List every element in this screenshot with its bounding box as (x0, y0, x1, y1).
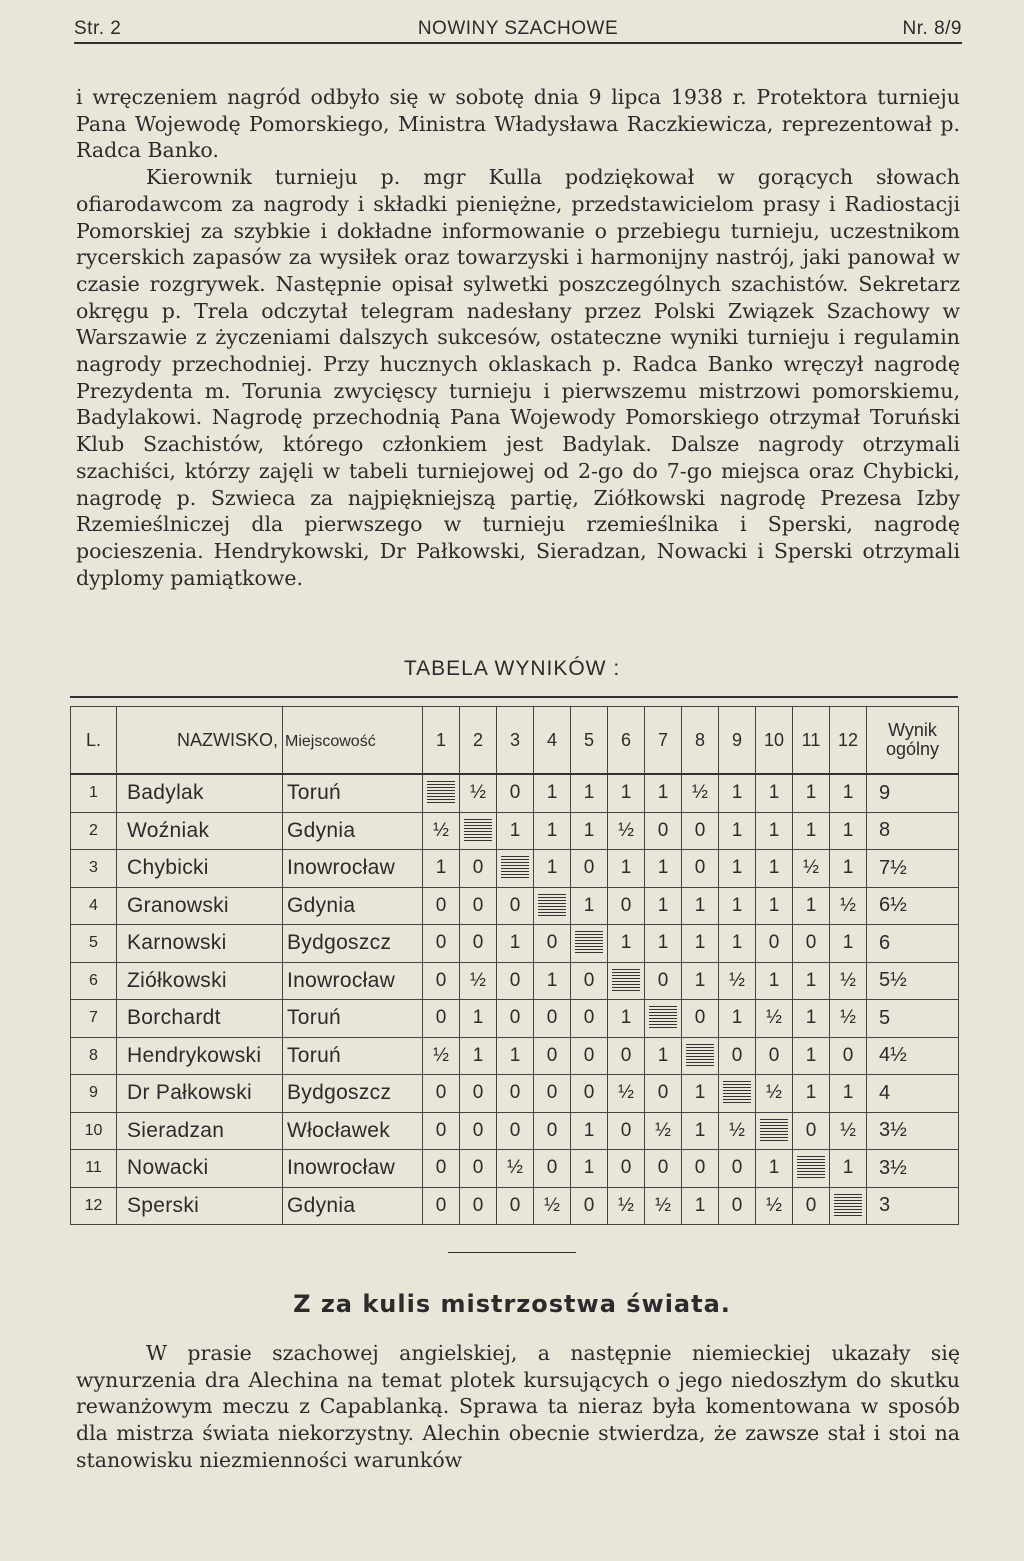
score-cell: 0 (719, 1150, 756, 1188)
header-round: 3 (497, 707, 534, 775)
total-score-cell: 7½ (867, 850, 959, 888)
score-cell: 1 (460, 1037, 497, 1075)
score-cell: 0 (608, 887, 645, 925)
header-round: 11 (793, 707, 830, 775)
score-cell: 0 (497, 1075, 534, 1113)
score-cell: 1 (830, 812, 867, 850)
player-name-cell: Nowacki (117, 1150, 283, 1188)
player-town-cell: Gdynia (283, 812, 423, 850)
score-cell: 1 (534, 962, 571, 1000)
header-town-label: Miejscowość (285, 732, 376, 750)
table-row (71, 1150, 959, 1188)
diagonal-cell (756, 1112, 793, 1150)
self-game-hatch (575, 931, 603, 955)
total-score-cell: 3½ (867, 1150, 959, 1188)
total-score-cell: 3½ (867, 1112, 959, 1150)
diagonal-cell (608, 962, 645, 1000)
place-cell: 9 (71, 1075, 117, 1113)
score-cell: 1 (719, 887, 756, 925)
place-cell: 6 (71, 962, 117, 1000)
player-town-cell: Włocławek (283, 1112, 423, 1150)
score-cell: 0 (460, 1112, 497, 1150)
score-cell: 0 (608, 1037, 645, 1075)
score-cell: 0 (793, 925, 830, 963)
score-cell: 1 (756, 887, 793, 925)
score-cell: 0 (571, 1187, 608, 1225)
score-cell: 1 (830, 774, 867, 812)
score-cell: 1 (682, 962, 719, 1000)
diagonal-cell (571, 925, 608, 963)
score-cell: 0 (423, 962, 460, 1000)
score-cell: 0 (423, 1150, 460, 1188)
score-cell: 1 (534, 812, 571, 850)
place-cell: 12 (71, 1187, 117, 1225)
player-town-cell: Bydgoszcz (283, 925, 423, 963)
player-name-cell: Ziółkowski (117, 962, 283, 1000)
score-cell: 0 (719, 1187, 756, 1225)
score-cell: 0 (608, 1150, 645, 1188)
score-cell: 0 (793, 1112, 830, 1150)
score-cell: 0 (719, 1037, 756, 1075)
score-cell: 1 (645, 887, 682, 925)
paragraph: i wręczeniem nagród odbyło się w sobotę dnia 9 lipca 1938 r. Protektora turnieju Pana Wojewodę Pomorskiego, Ministra Władysława Raczkiewicza, reprezentował p. Radca Banko. (76, 85, 960, 163)
score-cell: 1 (719, 925, 756, 963)
table-row (71, 812, 959, 850)
score-cell: 0 (571, 1075, 608, 1113)
total-score-cell: 8 (867, 812, 959, 850)
score-cell: 1 (830, 1075, 867, 1113)
score-cell: ½ (423, 1037, 460, 1075)
place-cell: 2 (71, 812, 117, 850)
player-town-cell: Toruń (283, 1000, 423, 1038)
score-cell: 1 (830, 1150, 867, 1188)
score-cell: 1 (756, 850, 793, 888)
score-cell: 1 (534, 774, 571, 812)
score-cell: 0 (423, 925, 460, 963)
score-cell: ½ (756, 1000, 793, 1038)
score-cell: 0 (645, 812, 682, 850)
player-name-cell: Borchardt (117, 1000, 283, 1038)
score-cell: 0 (682, 1000, 719, 1038)
issue-number: Nr. 8/9 (902, 18, 962, 39)
table-title: TABELA WYNIKÓW : (403, 657, 621, 680)
score-cell: 1 (571, 774, 608, 812)
score-cell: 0 (423, 1187, 460, 1225)
place-cell: 3 (71, 850, 117, 888)
score-cell: 0 (571, 1000, 608, 1038)
diagonal-cell (460, 812, 497, 850)
paragraph: Kierownik turnieju p. mgr Kulla podziękował w gorących słowach ofiarodawcom za nagrody i składki pieniężne, przedstawicielom prasy i Radiostacji Pomorskiej za szybkie i dokładne informowanie o przebiegu turnieju, uczestnikom rycerskich zapasów za wysiłek oraz towarzyski i harmonijny nastrój, jaki panował w czasie rozgrywek. Następnie opisał sylwetki poszczególnych szachistów. Sekretarz okręgu p. Trela odczytał telegram nadesłany przez Polski Związek Szachowy w Warszawie z życzeniami dalszych sukcesów, ostateczne wyniki turnieju i regulamin nagrody przechodniej. Przy hucznych oklaskach p. Radca Banko wręczył nagrodę Prezydenta m. Torunia zwycięscy turnieju i pierwszemu mistrzowi pomorskiemu, Badylakowi. Nagrodę przechodnią Pana Wojewody Pomorskiego otrzymał Toruński Klub Szachistów, którego członkiem jest Badylak. Dalsze nagrody otrzymali szachiści, którzy zajęli w tabeli turniejowej od 2-go do 7-go miejsca oraz Chybicki, nagrodę p. Szwieca za najpiękniejszą partię, Ziółkowski nagrodę Prezesa Izby Rzemieślniczej dla pierwszego w turnieju rzemieślnika i Sperski, nagrodę pocieszenia. Hendrykowski, Dr Pałkowski, Sieradzan, Nowacki i Sperski otrzymali dyplomy pamiątkowe. (76, 165, 960, 590)
total-score-cell: 6 (867, 925, 959, 963)
score-cell: 1 (793, 812, 830, 850)
player-town-cell: Inowrocław (283, 962, 423, 1000)
score-cell: 1 (571, 1150, 608, 1188)
self-game-hatch (686, 1044, 714, 1068)
score-cell: 1 (793, 1075, 830, 1113)
score-cell: 0 (682, 812, 719, 850)
place-cell: 7 (71, 1000, 117, 1038)
score-cell: 1 (682, 1075, 719, 1113)
score-cell: ½ (534, 1187, 571, 1225)
self-game-hatch (834, 1194, 862, 1218)
score-cell: 1 (719, 850, 756, 888)
self-game-hatch (464, 819, 492, 843)
score-cell: ½ (793, 850, 830, 888)
score-cell: ½ (608, 1075, 645, 1113)
section-divider (448, 1252, 576, 1253)
section-body (76, 1340, 960, 1474)
article-body (76, 84, 960, 591)
header-town (283, 707, 423, 775)
score-cell: 1 (497, 812, 534, 850)
total-score-cell: 3 (867, 1187, 959, 1225)
place-cell: 4 (71, 887, 117, 925)
table-header-row (71, 707, 959, 775)
page-header (74, 14, 962, 44)
score-cell: 1 (830, 850, 867, 888)
score-cell: 0 (460, 1150, 497, 1188)
score-cell: 0 (460, 1075, 497, 1113)
score-cell: 0 (460, 850, 497, 888)
score-cell: 1 (497, 1037, 534, 1075)
publication-title: NOWINY SZACHOWE (417, 18, 619, 39)
header-total-line1: Wynik (888, 720, 937, 740)
player-town-cell: Bydgoszcz (283, 1075, 423, 1113)
diagonal-cell (423, 774, 460, 812)
score-cell: 0 (497, 774, 534, 812)
score-cell: 1 (793, 774, 830, 812)
player-name-cell: Chybicki (117, 850, 283, 888)
score-cell: 1 (460, 1000, 497, 1038)
score-cell: 0 (645, 1150, 682, 1188)
diagonal-cell (793, 1150, 830, 1188)
score-cell: ½ (608, 1187, 645, 1225)
score-cell: 1 (645, 774, 682, 812)
header-round: 7 (645, 707, 682, 775)
header-total (867, 707, 959, 775)
score-cell: ½ (830, 887, 867, 925)
score-cell: 0 (497, 1187, 534, 1225)
total-score-cell: 4½ (867, 1037, 959, 1075)
score-cell: 1 (571, 812, 608, 850)
score-cell: 0 (423, 1000, 460, 1038)
header-round: 1 (423, 707, 460, 775)
score-cell: 0 (830, 1037, 867, 1075)
header-round: 12 (830, 707, 867, 775)
player-name-cell: Dr Pałkowski (117, 1075, 283, 1113)
score-cell: ½ (830, 962, 867, 1000)
player-name-cell: Karnowski (117, 925, 283, 963)
table-row (71, 925, 959, 963)
player-town-cell: Inowrocław (283, 850, 423, 888)
header-round: 5 (571, 707, 608, 775)
score-cell: 1 (608, 925, 645, 963)
score-cell: 0 (497, 1112, 534, 1150)
place-cell: 11 (71, 1150, 117, 1188)
table-row (71, 1000, 959, 1038)
score-cell: 0 (423, 1112, 460, 1150)
score-cell: 0 (497, 887, 534, 925)
total-score-cell: 9 (867, 774, 959, 812)
header-round: 8 (682, 707, 719, 775)
score-cell: ½ (645, 1187, 682, 1225)
player-name-cell: Woźniak (117, 812, 283, 850)
table-row (71, 962, 959, 1000)
score-cell: 0 (571, 850, 608, 888)
score-cell: ½ (608, 812, 645, 850)
score-cell: 1 (645, 925, 682, 963)
score-cell: 0 (423, 1075, 460, 1113)
player-town-cell: Gdynia (283, 887, 423, 925)
score-cell: 1 (571, 1112, 608, 1150)
score-cell: 0 (534, 925, 571, 963)
score-cell: 1 (423, 850, 460, 888)
score-cell: 0 (534, 1037, 571, 1075)
score-cell: 1 (793, 962, 830, 1000)
score-cell: 1 (534, 850, 571, 888)
table-row (71, 774, 959, 812)
self-game-hatch (797, 1156, 825, 1180)
score-cell: 0 (682, 850, 719, 888)
score-cell: 1 (719, 774, 756, 812)
player-town-cell: Toruń (283, 774, 423, 812)
diagonal-cell (497, 850, 534, 888)
table-row (71, 850, 959, 888)
score-cell: 1 (830, 925, 867, 963)
score-cell: ½ (830, 1112, 867, 1150)
total-score-cell: 6½ (867, 887, 959, 925)
header-round: 10 (756, 707, 793, 775)
score-cell: 0 (423, 887, 460, 925)
score-cell: 1 (719, 812, 756, 850)
diagonal-cell (645, 1000, 682, 1038)
score-cell: 1 (645, 850, 682, 888)
score-cell: 0 (756, 925, 793, 963)
place-cell: 5 (71, 925, 117, 963)
score-cell: 0 (608, 1112, 645, 1150)
header-total-line2: ogólny (885, 739, 940, 759)
score-cell: 0 (756, 1037, 793, 1075)
header-round: 4 (534, 707, 571, 775)
score-cell: ½ (682, 774, 719, 812)
score-cell: ½ (460, 962, 497, 1000)
score-cell: 0 (460, 1187, 497, 1225)
diagonal-cell (682, 1037, 719, 1075)
header-round: 6 (608, 707, 645, 775)
score-cell: 1 (682, 887, 719, 925)
total-score-cell: 5 (867, 1000, 959, 1038)
place-cell: 1 (71, 774, 117, 812)
diagonal-cell (830, 1187, 867, 1225)
score-cell: 0 (571, 962, 608, 1000)
score-cell: 1 (682, 925, 719, 963)
table-top-rule (70, 696, 958, 698)
player-town-cell: Inowrocław (283, 1150, 423, 1188)
score-cell: 0 (497, 1000, 534, 1038)
score-cell: ½ (645, 1112, 682, 1150)
diagonal-cell (534, 887, 571, 925)
player-name-cell: Sperski (117, 1187, 283, 1225)
score-cell: ½ (756, 1075, 793, 1113)
score-cell: 1 (756, 774, 793, 812)
section-title: Z za kulis mistrzostwa świata. (293, 1290, 731, 1318)
score-cell: ½ (423, 812, 460, 850)
score-cell: 1 (645, 1037, 682, 1075)
paragraph: W prasie szachowej angielskiej, a następnie niemieckiej ukazały się wynurzenia dra Alechina na temat plotek kursujących o jego niedoszłym do skutku rewanżowym meczu z Capablanką. Sprawa ta nieraz była komentowana w sposób dla mistrza świata niekorzystny. Alechin obecnie stwierdza, że zawsze stał i stoi na stanowisku niezmienności warunków (76, 1341, 960, 1472)
player-name-cell: Badylak (117, 774, 283, 812)
score-cell: 0 (534, 1150, 571, 1188)
score-cell: 1 (756, 812, 793, 850)
self-game-hatch (501, 856, 529, 880)
self-game-hatch (427, 781, 455, 805)
results-table (70, 706, 959, 1225)
place-cell: 10 (71, 1112, 117, 1150)
place-cell: 8 (71, 1037, 117, 1075)
score-cell: 0 (460, 887, 497, 925)
score-cell: 0 (534, 1000, 571, 1038)
score-cell: 0 (645, 1075, 682, 1113)
score-cell: 0 (682, 1150, 719, 1188)
player-name-cell: Hendrykowski (117, 1037, 283, 1075)
score-cell: 0 (534, 1075, 571, 1113)
score-cell: 1 (682, 1187, 719, 1225)
score-cell: 0 (534, 1112, 571, 1150)
score-cell: 0 (793, 1187, 830, 1225)
results-body (71, 774, 959, 1225)
score-cell: 1 (682, 1112, 719, 1150)
self-game-hatch (649, 1006, 677, 1030)
self-game-hatch (538, 894, 566, 918)
results-table-container (70, 696, 958, 1225)
score-cell: 1 (793, 1000, 830, 1038)
score-cell: 0 (571, 1037, 608, 1075)
score-cell: 1 (793, 1037, 830, 1075)
total-score-cell: 5½ (867, 962, 959, 1000)
score-cell: ½ (719, 962, 756, 1000)
page-number: Str. 2 (74, 18, 122, 39)
score-cell: ½ (830, 1000, 867, 1038)
score-cell: 1 (793, 887, 830, 925)
player-name-cell: Sieradzan (117, 1112, 283, 1150)
player-name-cell: Granowski (117, 887, 283, 925)
score-cell: ½ (460, 774, 497, 812)
score-cell: 0 (645, 962, 682, 1000)
header-round: 2 (460, 707, 497, 775)
score-cell: ½ (497, 1150, 534, 1188)
score-cell: 1 (571, 887, 608, 925)
score-cell: 1 (608, 1000, 645, 1038)
header-name (117, 707, 283, 775)
player-town-cell: Gdynia (283, 1187, 423, 1225)
diagonal-cell (719, 1075, 756, 1113)
total-score-cell: 4 (867, 1075, 959, 1113)
table-row (71, 1037, 959, 1075)
table-row (71, 1075, 959, 1113)
table-row (71, 1187, 959, 1225)
score-cell: ½ (719, 1112, 756, 1150)
player-town-cell: Toruń (283, 1037, 423, 1075)
score-cell: 1 (608, 850, 645, 888)
self-game-hatch (723, 1081, 751, 1105)
score-cell: 0 (460, 925, 497, 963)
self-game-hatch (612, 969, 640, 993)
score-cell: ½ (756, 1187, 793, 1225)
header-name-label: NAZWISKO, (176, 729, 278, 750)
header-round: 9 (719, 707, 756, 775)
score-cell: 1 (756, 962, 793, 1000)
score-cell: 1 (719, 1000, 756, 1038)
score-cell: 1 (608, 774, 645, 812)
table-row (71, 887, 959, 925)
score-cell: 1 (756, 1150, 793, 1188)
table-row (71, 1112, 959, 1150)
header-place: L. (71, 707, 117, 775)
score-cell: 1 (497, 925, 534, 963)
score-cell: 0 (497, 962, 534, 1000)
self-game-hatch (760, 1119, 788, 1143)
